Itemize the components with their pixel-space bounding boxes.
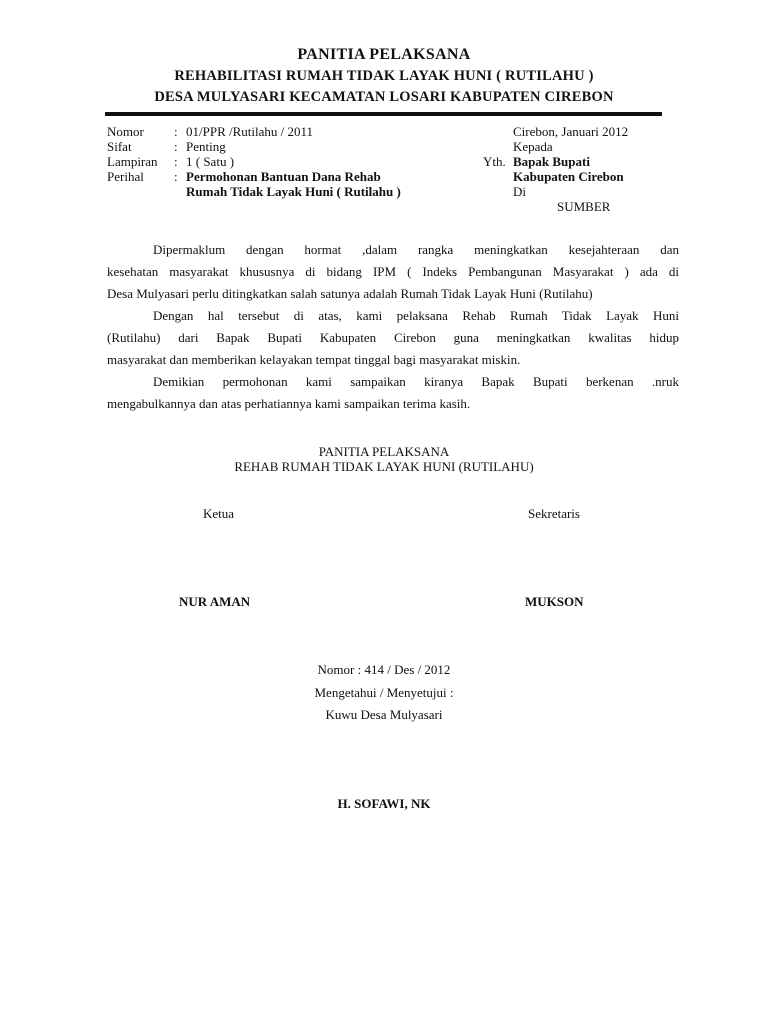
perihal-value-line-1: Permohonan Bantuan Dana Rehab bbox=[186, 169, 381, 184]
paragraph-3-line-1: Demikian permohonan kami sampaikan kiranya Bapak Bupati berkenan .nruk bbox=[153, 374, 679, 389]
paragraph-1-line-1: Dipermaklum dengan hormat ,dalam rangka meningkatkan kesejahteraan dan bbox=[153, 242, 679, 257]
sifat-value: Penting bbox=[186, 139, 226, 154]
paragraph-3-line-2: mengabulkannya dan atas perhatiannya kami sampaikan terima kasih. bbox=[107, 396, 471, 411]
paragraph-2-line-2: (Rutilahu) dari Bapak Bupati Kabupaten Cirebon guna meningkatkan kwalitas hidup bbox=[107, 330, 679, 345]
paragraph-1-line-2: kesehatan masyarakat khususnya di bidang IPM ( Indeks Pembangunan Masyarakat ) ada di bbox=[107, 264, 679, 279]
yth-label: Yth. bbox=[483, 154, 506, 169]
approval-number: Nomor : 414 / Des / 2012 bbox=[317, 662, 451, 677]
perihal-value-line-2: Rumah Tidak Layak Huni ( Rutilahu ) bbox=[186, 184, 401, 199]
letterhead-title: PANITIA PELAKSANA bbox=[297, 46, 471, 63]
place-date: Cirebon, Januari 2012 bbox=[513, 124, 629, 139]
letter-body bbox=[107, 239, 679, 415]
signature-title-2: REHAB RUMAH TIDAK LAYAK HUNI (RUTILAHU) bbox=[234, 459, 534, 474]
kuwu-title: Kuwu Desa Mulyasari bbox=[325, 707, 443, 722]
signature-title-1: PANITIA PELAKSANA bbox=[318, 444, 450, 459]
kuwu-name: H. SOFAWI, NK bbox=[337, 796, 431, 811]
lampiran-label: Lampiran bbox=[107, 154, 158, 169]
paragraph-1-line-3: Desa Mulyasari perlu ditingkatkan salah satunya adalah Rumah Tidak Layak Huni (Rutilahu) bbox=[107, 286, 593, 301]
lampiran-colon: : bbox=[174, 154, 178, 169]
nomor-value: 01/PPR /Rutilahu / 2011 bbox=[186, 124, 314, 139]
recipient-org: Kabupaten Cirebon bbox=[513, 169, 624, 184]
paragraph-2-line-1: Dengan hal tersebut di atas, kami pelaksana Rehab Rumah Tidak Layak Huni bbox=[153, 308, 679, 323]
letterhead-divider bbox=[105, 112, 662, 116]
recipient-city: SUMBER bbox=[557, 199, 611, 214]
nomor-colon: : bbox=[174, 124, 178, 139]
nomor-label: Nomor bbox=[107, 124, 144, 139]
approval-label: Mengetahui / Menyetujui : bbox=[314, 685, 454, 700]
sifat-colon: : bbox=[174, 139, 178, 154]
kepada-label: Kepada bbox=[513, 139, 553, 154]
ketua-name: NUR AMAN bbox=[179, 594, 251, 609]
perihal-label: Perihal bbox=[107, 169, 144, 184]
sekretaris-name: MUKSON bbox=[525, 594, 584, 609]
letterhead-line-2: DESA MULYASARI KECAMATAN LOSARI KABUPATEN CIREBON bbox=[154, 89, 614, 105]
paragraph-2-line-3: masyarakat dan memberikan kelayakan tempat tinggal bagi masyarakat miskin. bbox=[107, 352, 521, 367]
di-label: Di bbox=[513, 184, 526, 199]
recipient-name: Bapak Bupati bbox=[513, 154, 590, 169]
letterhead-line-1: REHABILITASI RUMAH TIDAK LAYAK HUNI ( RUTILAHU ) bbox=[174, 68, 594, 84]
lampiran-value: 1 ( Satu ) bbox=[186, 154, 235, 169]
sifat-label: Sifat bbox=[107, 139, 132, 154]
sekretaris-label: Sekretaris bbox=[528, 506, 580, 521]
perihal-colon: : bbox=[174, 169, 178, 184]
ketua-label: Ketua bbox=[203, 506, 235, 521]
